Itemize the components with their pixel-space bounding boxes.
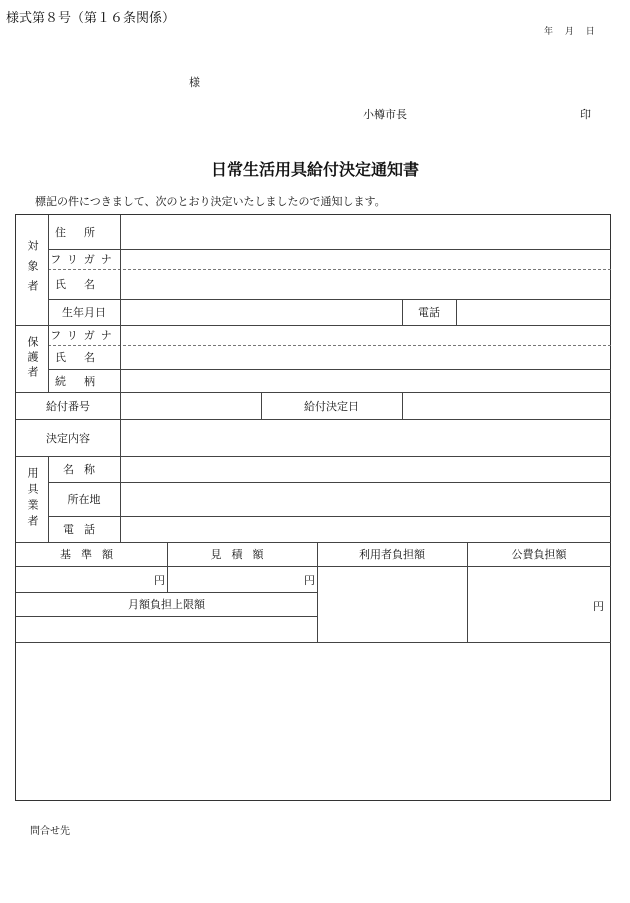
vendor-name-label: 名称: [63, 463, 105, 476]
decision-content-label: 決定内容: [46, 431, 90, 445]
vendor-group-label: 用具業者: [26, 467, 39, 531]
public-burden-yen-unit: 円: [593, 600, 604, 613]
form-table: [15, 214, 611, 801]
form-number: 様式第８号（第１６条関係）: [6, 11, 176, 26]
subject-phone-label: 電話: [418, 306, 440, 319]
seal-mark: 印: [580, 108, 591, 121]
subject-furigana-label: フリガナ: [50, 253, 118, 266]
grant-number-label: 給付番号: [46, 399, 90, 413]
recipient-honorific: 様: [189, 76, 200, 89]
vendor-phone-label: 電話: [63, 523, 105, 536]
guardian-furigana-label: フリガナ: [50, 329, 118, 342]
subject-name-label: 氏名: [55, 278, 113, 291]
date-field: 年 月 日: [544, 27, 595, 37]
address-label: 住所: [55, 226, 113, 239]
document-title: 日常生活用具給付決定通知書: [210, 160, 419, 179]
user-burden-header: 利用者負担額: [359, 548, 425, 561]
guardian-name-label: 氏名: [55, 351, 113, 364]
birthdate-label: 生年月日: [62, 306, 106, 319]
issuer-name: 小樽市長: [363, 108, 407, 121]
estimate-yen-unit: 円: [304, 574, 315, 587]
contact-label: 問合せ先: [30, 826, 70, 837]
relation-label: 続柄: [55, 374, 113, 388]
estimate-amount-header: 見積額: [210, 548, 274, 561]
grant-decision-date-label: 給付決定日: [304, 399, 359, 413]
standard-amount-header: 基準額: [60, 548, 123, 561]
intro-text: 標記の件につきまして、次のとおり決定いたしましたので通知します。: [35, 195, 386, 208]
subject-group-label: 対象者: [26, 240, 39, 300]
public-burden-header: 公費負担額: [511, 548, 567, 561]
monthly-limit-label: 月額負担上限額: [128, 598, 205, 611]
guardian-group-label: 保護者: [26, 336, 39, 381]
standard-yen-unit: 円: [154, 574, 165, 587]
vendor-location-label: 所在地: [67, 493, 101, 506]
